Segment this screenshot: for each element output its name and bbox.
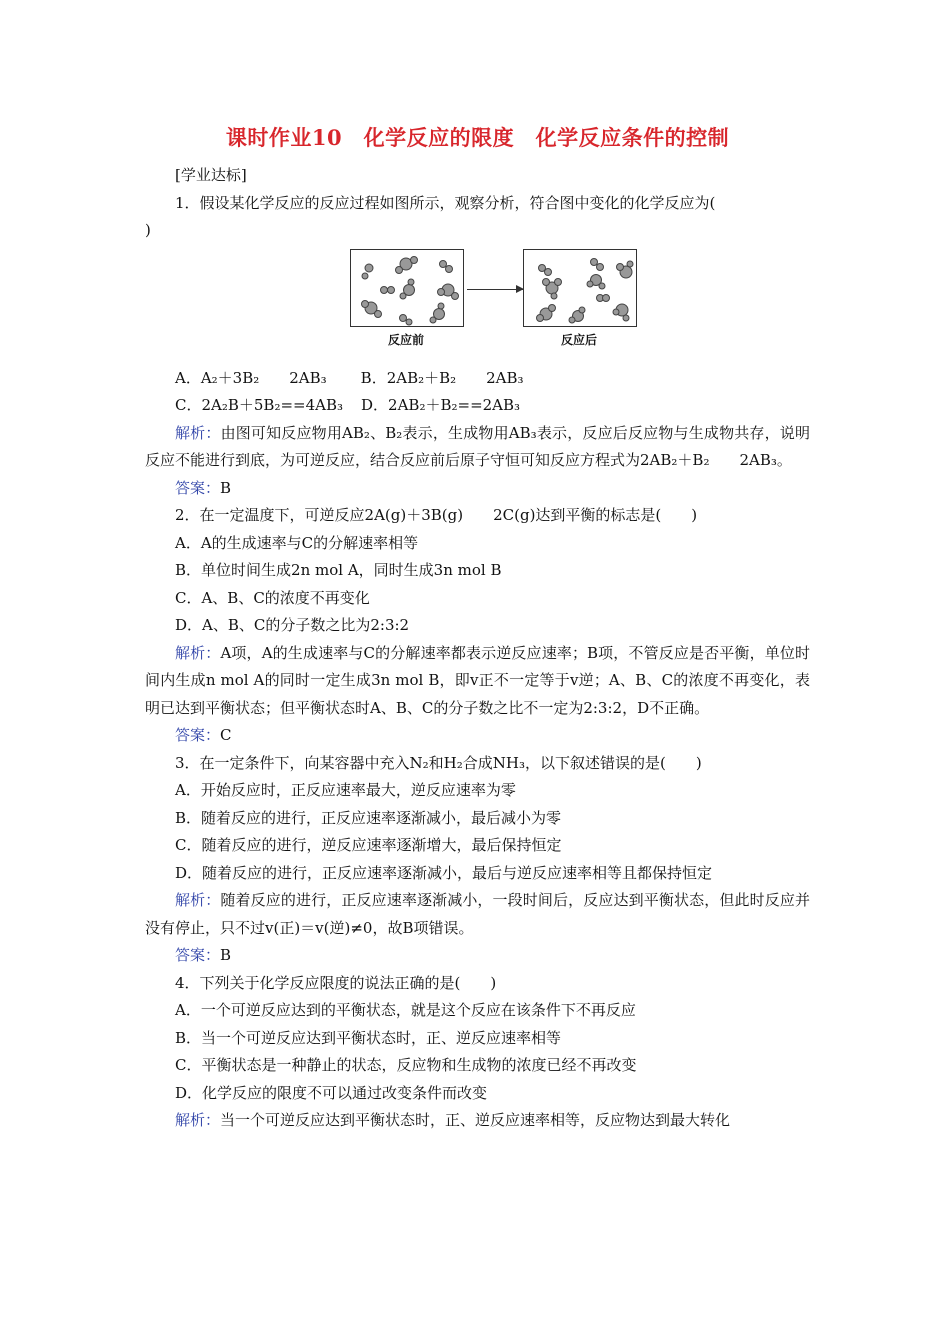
q4-option-c: C．平衡状态是一种静止的状态，反应物和生成物的浓度已经不再改变: [175, 1056, 637, 1074]
before-reaction-box: [350, 249, 464, 327]
q4-option-d: D．化学反应的限度不可以通过改变条件而改变: [175, 1083, 488, 1102]
q4-stem: 4．下列关于化学反应限度的说法正确的是( ): [175, 973, 497, 992]
q3-answer-label: 答案：: [175, 946, 221, 964]
q3-answer: [145, 942, 810, 970]
q3-option-a: A．开始反应时，正反应速率最大，逆反应速率为零: [175, 781, 516, 799]
q2-analysis-label: 解析：: [175, 643, 221, 662]
worksheet-page: [145, 122, 810, 1135]
page-title: 课时作业10 化学反应的限度 化学反应条件的控制: [225, 125, 730, 150]
q3-stem: 3．在一定条件下，向某容器中充入N₂和H₂合成NH₃，以下叙述错误的是( ): [175, 753, 702, 772]
q1-options-ab: [145, 365, 810, 393]
q3-option-b: B．随着反应的进行，正反应速率逐渐减小，最后减小为零: [175, 808, 562, 827]
q1-option-a: A．A₂＋3B₂ 2AB₃: [175, 368, 327, 387]
q2-answer-value: C: [220, 726, 232, 744]
q3-analysis-text: 随着反应的进行，正反应速率逐渐减小，一段时间后，反应达到平衡状态，但此时反应并没有停止，只不过v(正)＝v(逆)≠0，故B项错误。: [145, 891, 810, 937]
q1-analysis-label: 解析：: [175, 423, 221, 442]
q4-option-a: A．一个可逆反应达到的平衡状态，就是这个反应在该条件下不再反应: [175, 1001, 636, 1019]
before-molecules-icon: [351, 250, 463, 326]
q4-option-b: B．当一个可逆反应达到平衡状态时，正、逆反应速率相等: [175, 1028, 562, 1047]
reaction-figure: [145, 249, 810, 359]
after-reaction-box: [523, 249, 637, 327]
reaction-arrow-icon: [467, 289, 523, 290]
q1-stem-line1: 1．假设某化学反应的反应过程如图所示，观察分析，符合图中变化的化学反应为(: [175, 193, 716, 212]
q2-option-c: C．A、B、C的浓度不再变化: [175, 588, 370, 607]
q2-stem: 2．在一定温度下，可逆反应2A(g)＋3B(g) 2C(g)达到平衡的标志是( ): [175, 506, 698, 524]
q3-option-d: D．随着反应的进行，正反应速率逐渐减小，最后与逆反应速率相等且都保持恒定: [175, 863, 713, 882]
q2-answer: [145, 722, 810, 750]
q2-option-d: D．A、B、C的分子数之比为2:3:2: [175, 616, 410, 634]
q2-option-a: A．A的生成速率与C的分解速率相等: [175, 533, 419, 552]
q1-analysis: [145, 420, 810, 475]
q2-answer-label: 答案：: [175, 726, 221, 744]
caption-after: 反应后: [560, 332, 597, 347]
q1-stem-line2: ): [145, 221, 151, 239]
caption-before: 反应前: [387, 332, 424, 347]
q1-answer-label: 答案：: [175, 478, 221, 497]
q2-analysis: [145, 640, 810, 723]
q2-option-b: B．单位时间生成2n mol A，同时生成3n mol B: [175, 561, 502, 579]
q2-analysis-text: A项，A的生成速率与C的分解速率都表示逆反应速率；B项，不管反应是否平衡，单位时间内生成n mol A的同时一定生成3n mol B，即v正不一定等于v逆；A、B、C的浓度不再变化，表明已达到平衡状态；但平衡状态时A、B、C的分子数之比不一定为2:3:2，D不正确。: [145, 643, 810, 717]
q1-options-cd: [145, 392, 810, 420]
q3-analysis-label: 解析：: [175, 891, 221, 909]
after-molecules-icon: [524, 250, 636, 326]
q4-analysis-label: 解析：: [175, 1111, 221, 1129]
q1-analysis-text: 由图可知反应物用AB₂、B₂表示，生成物用AB₃表示，反应后反应物与生成物共存，说明反应不能进行到底，为可逆反应，结合反应前后原子守恒可知反应方程式为2AB₂＋B₂ 2AB₃。: [145, 423, 810, 469]
q4-analysis: [145, 1107, 810, 1135]
q4-analysis-text: 当一个可逆反应达到平衡状态时，正、逆反应速率相等，反应物达到最大转化: [220, 1111, 731, 1129]
q1-option-b: B．2AB₂＋B₂ 2AB₃: [360, 368, 524, 387]
q1-option-c: C．2A₂B＋5B₂==4AB₃: [175, 396, 344, 414]
q3-analysis: [145, 887, 810, 942]
q1-answer: [145, 475, 810, 503]
section-label: [学业达标]: [175, 166, 247, 184]
q1-answer-value: B: [220, 478, 232, 497]
q1-option-d: D．2AB₂＋B₂==2AB₃: [361, 396, 521, 414]
q3-answer-value: B: [220, 946, 232, 964]
q3-option-c: C．随着反应的进行，逆反应速率逐渐增大，最后保持恒定: [175, 836, 562, 854]
